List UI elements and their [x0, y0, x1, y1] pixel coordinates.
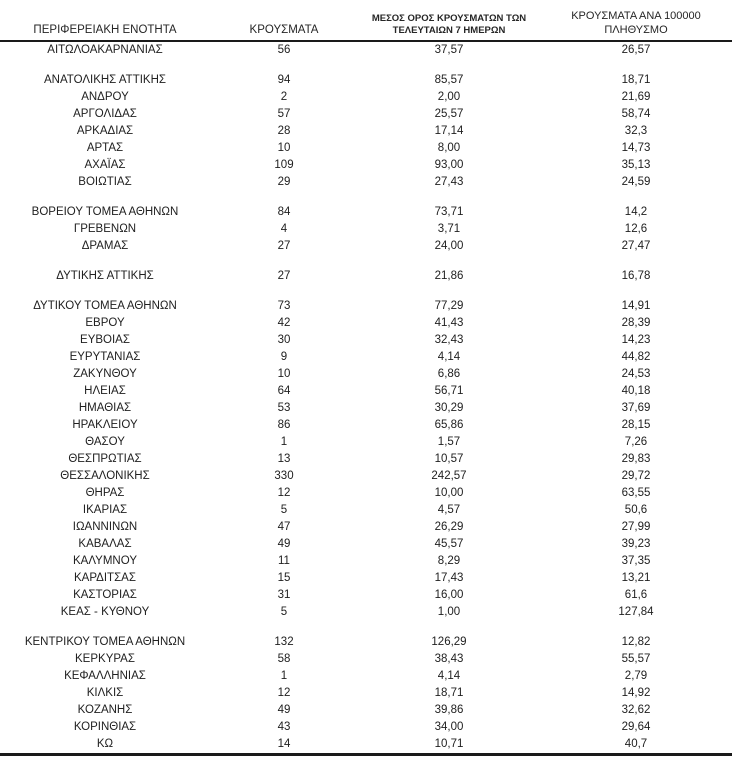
table-row — [0, 451, 732, 468]
avg7-cell: 27,43 — [434, 176, 464, 188]
cases-cell: 1 — [280, 436, 288, 448]
per100k-cell: 14,91 — [621, 300, 651, 312]
region-cell: ΔΥΤΙΚΟΥ ΤΟΜΕΑ ΑΘΗΝΩΝ — [33, 300, 177, 312]
table-row — [0, 685, 732, 702]
avg7-cell: 4,57 — [437, 504, 461, 516]
column-header-cases: ΚΡΟΥΣΜΑΤΑ — [210, 10, 358, 41]
table-row — [0, 468, 732, 485]
table-row — [0, 502, 732, 519]
group-spacer-row — [0, 191, 732, 204]
table-row — [0, 157, 732, 174]
avg7-cell: 4,14 — [437, 670, 461, 682]
region-cell: ΖΑΚΥΝΘΟΥ — [73, 368, 137, 380]
cases-cell: 5 — [280, 606, 288, 618]
cases-cell: 12 — [277, 487, 291, 499]
table-row — [0, 634, 732, 651]
group-spacer-row — [0, 255, 732, 268]
per100k-cell: 27,99 — [621, 521, 651, 533]
region-cell: ΓΡΕΒΕΝΩΝ — [73, 223, 137, 235]
avg7-cell: 39,86 — [434, 704, 464, 716]
column-header-per100k-line1: ΚΡΟΥΣΜΑΤΑ ΑΝΑ 100000 — [571, 10, 701, 22]
group-spacer-row — [0, 621, 732, 634]
avg7-cell: 17,43 — [434, 572, 464, 584]
table-row — [0, 702, 732, 719]
cases-cell: 109 — [274, 159, 294, 171]
column-header-avg7 — [358, 10, 540, 41]
table-row — [0, 315, 732, 332]
cases-cell: 94 — [277, 74, 291, 86]
region-cell: ΘΑΣΟΥ — [85, 436, 125, 448]
per100k-cell: 12,6 — [624, 223, 648, 235]
cases-cell: 330 — [274, 470, 294, 482]
avg7-cell: 8,29 — [437, 555, 461, 567]
cases-cell: 15 — [277, 572, 291, 584]
cases-cell: 14 — [277, 738, 291, 750]
cases-cell: 11 — [278, 555, 290, 567]
cases-cell: 132 — [274, 636, 294, 648]
cases-cell: 53 — [277, 402, 291, 414]
avg7-cell: 38,43 — [434, 653, 464, 665]
cases-cell: 1 — [280, 670, 288, 682]
per100k-cell: 35,13 — [621, 159, 651, 171]
region-cell: ΙΚΑΡΙΑΣ — [82, 504, 128, 516]
region-cell: ΑΡΤΑΣ — [86, 142, 124, 154]
per100k-cell: 58,74 — [621, 108, 651, 120]
table-row — [0, 570, 732, 587]
region-cell: ΚΑΡΔΙΤΣΑΣ — [74, 572, 136, 584]
per100k-cell: 63,55 — [621, 487, 651, 499]
region-cell: ΚΕΡΚΥΡΑΣ — [75, 653, 135, 665]
avg7-cell: 16,00 — [434, 589, 464, 601]
cases-cell: 27 — [277, 270, 291, 282]
per100k-cell: 14,23 — [621, 334, 651, 346]
region-cell: ΒΟΡΕΙΟΥ ΤΟΜΕΑ ΑΘΗΝΩΝ — [31, 206, 179, 218]
per100k-cell: 55,57 — [621, 653, 651, 665]
table-row — [0, 485, 732, 502]
table-row — [0, 651, 732, 668]
table-row — [0, 140, 732, 157]
cases-cell: 49 — [277, 704, 291, 716]
per100k-cell: 44,82 — [621, 351, 651, 363]
column-header-avg7-line1: ΜΕΣΟΣ ΟΡΟΣ ΚΡΟΥΣΜΑΤΩΝ ΤΩΝ — [371, 13, 527, 24]
avg7-cell: 126,29 — [431, 636, 467, 648]
avg7-cell: 56,71 — [434, 385, 464, 397]
per100k-cell: 29,64 — [621, 721, 651, 733]
cases-cell: 57 — [277, 108, 291, 120]
per100k-cell: 127,84 — [618, 606, 654, 618]
region-cell: ΗΛΕΙΑΣ — [84, 385, 126, 397]
cases-cell: 30 — [277, 334, 291, 346]
region-cell: ΑΙΤΩΛΟΑΚΑΡΝΑΝΙΑΣ — [47, 44, 163, 56]
cases-cell: 9 — [280, 351, 288, 363]
avg7-cell: 17,14 — [434, 125, 464, 137]
table-row — [0, 123, 732, 140]
region-cell: ΑΡΚΑΔΙΑΣ — [76, 125, 134, 137]
group-spacer-cell — [0, 621, 732, 634]
cases-cell: 49 — [277, 538, 291, 550]
table-row — [0, 204, 732, 221]
avg7-cell: 45,57 — [434, 538, 464, 550]
avg7-cell: 65,86 — [434, 419, 464, 431]
per100k-cell: 29,72 — [621, 470, 651, 482]
group-spacer-cell — [0, 59, 732, 72]
table-row — [0, 332, 732, 349]
per100k-cell: 37,69 — [621, 402, 651, 414]
table-row — [0, 519, 732, 536]
cases-cell: 31 — [277, 589, 291, 601]
region-cell: ΔΡΑΜΑΣ — [81, 240, 129, 252]
per100k-cell: 37,35 — [621, 555, 651, 567]
avg7-cell: 2,00 — [437, 91, 461, 103]
table-header — [0, 10, 732, 41]
cases-cell: 2 — [280, 91, 288, 103]
cases-cell: 43 — [277, 721, 291, 733]
per100k-cell: 14,92 — [621, 687, 651, 699]
group-spacer-cell — [0, 191, 732, 204]
per100k-cell: 39,23 — [621, 538, 651, 550]
table-row — [0, 41, 732, 59]
per100k-cell: 28,39 — [621, 317, 651, 329]
per100k-cell: 13,21 — [621, 572, 651, 584]
cases-cell: 86 — [277, 419, 291, 431]
cases-cell: 10 — [277, 368, 291, 380]
column-header-region: ΠΕΡΙΦΕΡΕΙΑΚΗ ΕΝΟΤΗΤΑ — [0, 10, 210, 41]
region-cell: ΚΑΛΥΜΝΟΥ — [73, 555, 137, 567]
per100k-cell: 32,3 — [624, 125, 648, 137]
cases-cell: 28 — [277, 125, 291, 137]
per100k-cell: 40,7 — [624, 738, 648, 750]
table-row — [0, 72, 732, 89]
cases-cell: 73 — [277, 300, 291, 312]
per100k-cell: 7,26 — [624, 436, 648, 448]
avg7-cell: 10,71 — [434, 738, 464, 750]
region-cell: ΚΕΑΣ - ΚΥΘΝΟΥ — [60, 606, 150, 618]
header-row — [0, 10, 732, 41]
table-row — [0, 174, 732, 191]
avg7-cell: 10,00 — [434, 487, 464, 499]
table-row — [0, 89, 732, 106]
table-row — [0, 604, 732, 621]
avg7-cell: 10,57 — [434, 453, 464, 465]
group-spacer-cell — [0, 255, 732, 268]
per100k-cell: 14,2 — [624, 206, 648, 218]
column-header-per100k — [540, 10, 732, 41]
table-row — [0, 298, 732, 315]
region-cell: ΑΧΑΪΑΣ — [84, 159, 126, 171]
per100k-cell: 2,79 — [624, 670, 648, 682]
table-row — [0, 736, 732, 755]
avg7-cell: 73,71 — [434, 206, 464, 218]
table-row — [0, 383, 732, 400]
table-row — [0, 221, 732, 238]
per100k-cell: 50,6 — [624, 504, 648, 516]
per100k-cell: 26,57 — [621, 44, 651, 56]
region-cell: ΚΑΣΤΟΡΙΑΣ — [73, 589, 137, 601]
avg7-cell: 8,00 — [437, 142, 461, 154]
avg7-cell: 37,57 — [434, 44, 464, 56]
table-row — [0, 553, 732, 570]
avg7-cell: 1,00 — [437, 606, 461, 618]
per100k-cell: 24,53 — [621, 368, 651, 380]
cases-cell: 12 — [277, 687, 291, 699]
table-body — [0, 41, 732, 755]
per100k-cell: 32,62 — [621, 704, 651, 716]
region-cell: ΕΥΡΥΤΑΝΙΑΣ — [69, 351, 141, 363]
per100k-cell: 61,6 — [624, 589, 648, 601]
region-cell: ΑΝΑΤΟΛΙΚΗΣ ΑΤΤΙΚΗΣ — [43, 74, 166, 86]
table-row — [0, 400, 732, 417]
avg7-cell: 18,71 — [434, 687, 464, 699]
cases-cell: 5 — [280, 504, 288, 516]
avg7-cell: 85,57 — [434, 74, 464, 86]
table-row — [0, 587, 732, 604]
table-row — [0, 349, 732, 366]
region-cell: ΚΑΒΑΛΑΣ — [78, 538, 132, 550]
cases-cell: 13 — [277, 453, 291, 465]
avg7-cell: 32,43 — [434, 334, 464, 346]
table-row — [0, 417, 732, 434]
column-header-per100k-line2: ΠΛΗΘΥΣΜΟ — [604, 23, 668, 36]
region-cell: ΗΡΑΚΛΕΙΟΥ — [72, 419, 138, 431]
group-spacer-cell — [0, 285, 732, 298]
region-cell: ΙΩΑΝΝΙΝΩΝ — [72, 521, 138, 533]
table-row — [0, 366, 732, 383]
region-cell: ΔΥΤΙΚΗΣ ΑΤΤΙΚΗΣ — [56, 270, 154, 282]
cases-cell: 84 — [277, 206, 291, 218]
region-cell: ΕΒΡΟΥ — [85, 317, 125, 329]
region-cell: ΑΡΓΟΛΙΔΑΣ — [73, 108, 137, 120]
avg7-cell: 24,00 — [434, 240, 464, 252]
avg7-cell: 26,29 — [434, 521, 464, 533]
cases-cell: 27 — [277, 240, 291, 252]
table-row — [0, 238, 732, 255]
region-cell: ΒΟΙΩΤΙΑΣ — [78, 176, 132, 188]
avg7-cell: 1,57 — [437, 436, 461, 448]
table-row — [0, 434, 732, 451]
cases-cell: 64 — [277, 385, 291, 397]
avg7-cell: 77,29 — [434, 300, 464, 312]
avg7-cell: 25,57 — [434, 108, 464, 120]
region-cell: ΚΟΖΑΝΗΣ — [77, 704, 133, 716]
region-cell: ΚΟΡΙΝΘΙΑΣ — [73, 721, 137, 733]
region-cell: ΗΜΑΘΙΑΣ — [78, 402, 132, 414]
avg7-cell: 21,86 — [434, 270, 464, 282]
per100k-cell: 40,18 — [621, 385, 651, 397]
per100k-cell: 29,83 — [621, 453, 651, 465]
avg7-cell: 242,57 — [431, 470, 467, 482]
avg7-cell: 41,43 — [434, 317, 464, 329]
table-row — [0, 536, 732, 553]
group-spacer-row — [0, 285, 732, 298]
per100k-cell: 21,69 — [621, 91, 651, 103]
cases-cell: 47 — [277, 521, 291, 533]
group-spacer-row — [0, 59, 732, 72]
table-row — [0, 268, 732, 285]
region-cell: ΚΕΦΑΛΛΗΝΙΑΣ — [64, 670, 146, 682]
cases-cell: 58 — [277, 653, 291, 665]
region-cell: ΚΙΛΚΙΣ — [86, 687, 124, 699]
regional-cases-table — [0, 10, 732, 756]
region-cell: ΑΝΔΡΟΥ — [81, 91, 129, 103]
cases-cell: 56 — [277, 44, 291, 56]
per100k-cell: 28,15 — [621, 419, 651, 431]
region-cell: ΘΕΣΣΑΛΟΝΙΚΗΣ — [60, 470, 150, 482]
region-cell: ΚΩ — [96, 738, 114, 750]
per100k-cell: 12,82 — [621, 636, 651, 648]
region-cell: ΕΥΒΟΙΑΣ — [80, 334, 130, 346]
cases-cell: 4 — [280, 223, 288, 235]
per100k-cell: 27,47 — [621, 240, 651, 252]
table-row — [0, 719, 732, 736]
avg7-cell: 34,00 — [434, 721, 464, 733]
per100k-cell: 18,71 — [621, 74, 651, 86]
cases-cell: 29 — [277, 176, 291, 188]
table-row — [0, 106, 732, 123]
per100k-cell: 24,59 — [621, 176, 651, 188]
avg7-cell: 6,86 — [437, 368, 461, 380]
table-row — [0, 668, 732, 685]
region-cell: ΚΕΝΤΡΙΚΟΥ ΤΟΜΕΑ ΑΘΗΝΩΝ — [24, 636, 186, 648]
region-cell: ΘΗΡΑΣ — [85, 487, 125, 499]
cases-cell: 42 — [277, 317, 291, 329]
column-header-avg7-line2: ΤΕΛΕΥΤΑΙΩΝ 7 ΗΜΕΡΩΝ — [392, 25, 506, 36]
avg7-cell: 4,14 — [437, 351, 461, 363]
cases-cell: 10 — [277, 142, 291, 154]
avg7-cell: 93,00 — [434, 159, 464, 171]
region-cell: ΘΕΣΠΡΩΤΙΑΣ — [68, 453, 142, 465]
per100k-cell: 14,73 — [621, 142, 651, 154]
per100k-cell: 16,78 — [621, 270, 651, 282]
avg7-cell: 30,29 — [434, 402, 464, 414]
avg7-cell: 3,71 — [437, 223, 461, 235]
